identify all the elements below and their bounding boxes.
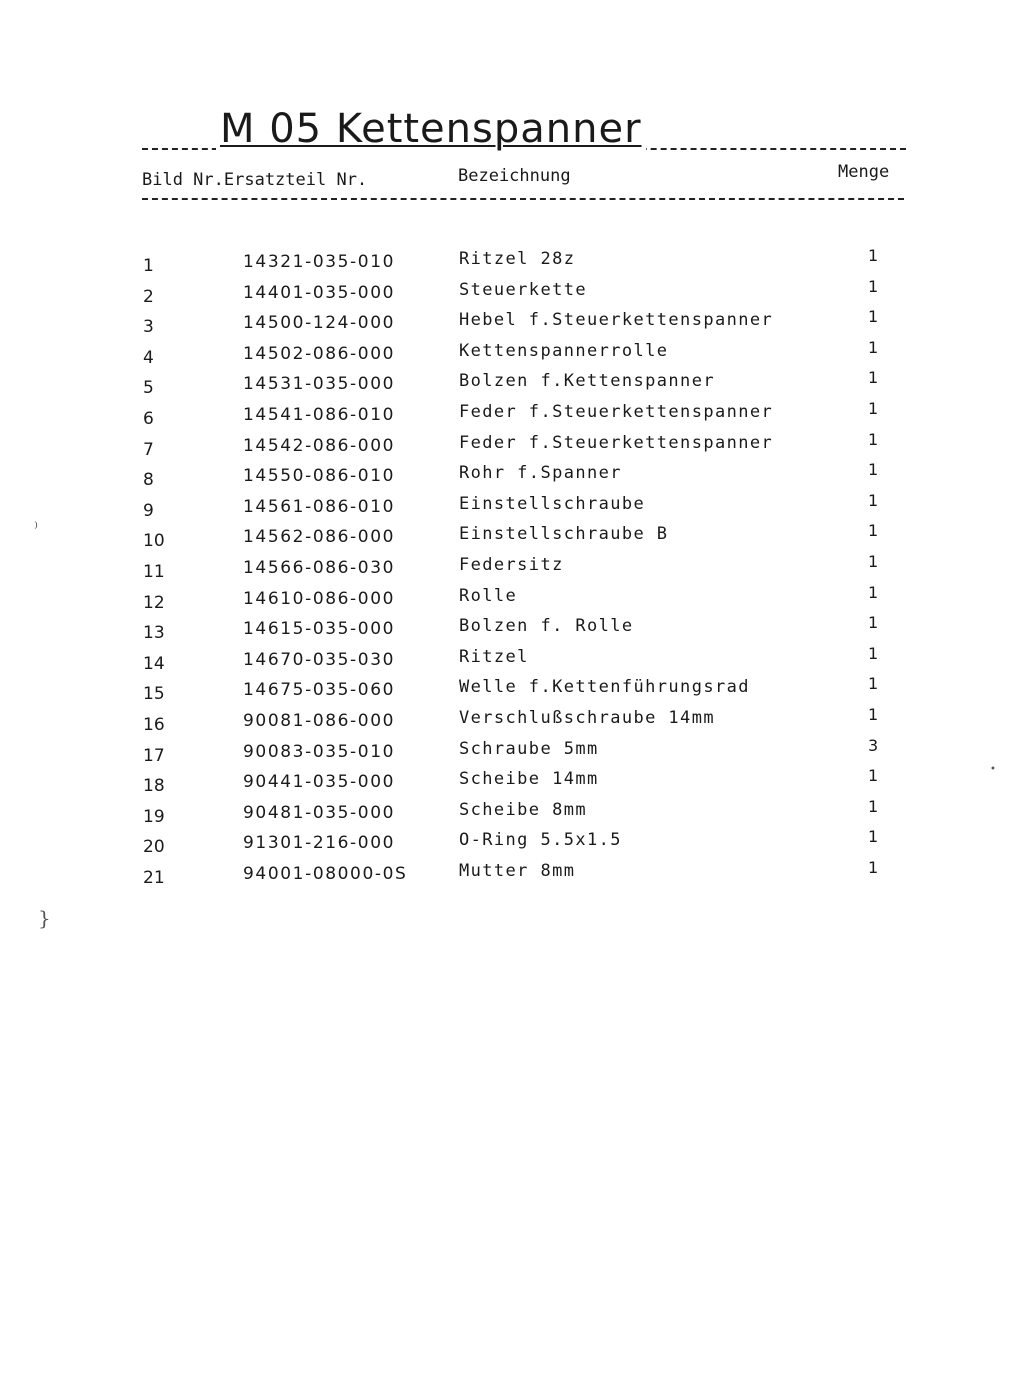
table-row	[0, 766, 1028, 797]
row-bezeichnung: Bolzen f.Kettenspanner	[459, 371, 715, 392]
row-ersatzteil-nr: 14566-086-030	[243, 557, 396, 578]
row-menge: 1	[868, 857, 879, 877]
row-menge: 1	[868, 398, 879, 418]
row-bild-nr: 2	[143, 286, 154, 307]
row-bild-nr: 12	[143, 592, 165, 613]
row-ersatzteil-nr: 14561-086-010	[243, 496, 396, 517]
row-menge: 1	[868, 796, 879, 816]
row-ersatzteil-nr: 14541-086-010	[243, 404, 396, 425]
row-bild-nr: 20	[143, 837, 165, 858]
row-ersatzteil-nr: 14321-035-010	[243, 252, 396, 272]
row-ersatzteil-nr: 14401-035-000	[243, 282, 396, 303]
row-ersatzteil-nr: 94001-08000-0S	[243, 863, 408, 884]
row-ersatzteil-nr: 91301-216-000	[243, 833, 396, 854]
row-bild-nr: 21	[143, 867, 165, 888]
table-row	[0, 797, 1028, 828]
row-bild-nr: 9	[143, 500, 154, 521]
row-menge: 1	[868, 276, 879, 296]
margin-mark: ⁾	[34, 518, 38, 537]
table-row	[0, 246, 1028, 277]
row-ersatzteil-nr: 14610-086-000	[243, 588, 396, 609]
table-row	[0, 705, 1028, 736]
row-bild-nr: 11	[143, 561, 165, 582]
title-row	[142, 104, 906, 160]
row-bezeichnung: O-Ring 5.5x1.5	[459, 830, 622, 851]
row-menge: 1	[868, 582, 879, 602]
row-menge: 1	[868, 521, 879, 541]
row-bild-nr: 8	[143, 470, 154, 491]
row-bild-nr: 3	[143, 317, 154, 338]
row-ersatzteil-nr: 14675-035-060	[243, 680, 396, 701]
row-ersatzteil-nr: 14531-035-000	[243, 374, 396, 395]
row-menge: 3	[868, 735, 879, 755]
header-bild-nr-ersatzteil: Bild Nr.Ersatzteil Nr.	[142, 170, 368, 190]
row-ersatzteil-nr: 14500-124-000	[243, 313, 396, 334]
header-menge: Menge	[838, 162, 890, 182]
table-row	[0, 307, 1028, 338]
row-bezeichnung: Federsitz	[459, 554, 564, 575]
row-bild-nr: 4	[143, 347, 154, 368]
row-ersatzteil-nr: 90083-035-010	[243, 741, 396, 762]
row-bild-nr: 15	[143, 684, 165, 705]
header-bezeichnung: Bezeichnung	[458, 166, 571, 186]
row-bild-nr: 5	[143, 378, 154, 399]
row-ersatzteil-nr: 14562-086-000	[243, 527, 396, 548]
row-bezeichnung: Scheibe 14mm	[459, 769, 599, 790]
row-menge: 1	[868, 704, 879, 724]
row-bild-nr: 7	[143, 439, 154, 460]
page-title: M 05 Kettenspanner	[216, 104, 646, 154]
row-bezeichnung: Schraube 5mm	[459, 738, 599, 759]
row-ersatzteil-nr: 90081-086-000	[243, 710, 396, 731]
row-menge: 1	[868, 766, 879, 786]
table-row	[0, 858, 1028, 889]
row-bezeichnung: Steuerkette	[459, 279, 587, 300]
row-ersatzteil-nr: 14502-086-000	[243, 343, 396, 364]
row-bezeichnung: Ritzel 28z	[459, 249, 576, 269]
table-row	[0, 827, 1028, 858]
row-bezeichnung: Rohr f.Spanner	[459, 463, 622, 484]
table-header	[142, 164, 906, 190]
row-bild-nr: 13	[143, 623, 165, 644]
row-menge: 1	[868, 643, 879, 663]
table-row	[0, 736, 1028, 767]
row-bezeichnung: Rolle	[459, 585, 518, 606]
row-menge: 1	[868, 674, 879, 694]
row-menge: 1	[868, 460, 879, 480]
row-bild-nr: 18	[143, 776, 165, 797]
table-row	[0, 552, 1028, 583]
row-ersatzteil-nr: 14550-086-010	[243, 466, 396, 487]
row-bild-nr: 1	[143, 256, 154, 276]
row-ersatzteil-nr: 14670-035-030	[243, 649, 396, 670]
row-bild-nr: 6	[143, 408, 154, 429]
table-row	[0, 460, 1028, 491]
row-menge: 1	[868, 246, 879, 265]
row-ersatzteil-nr: 90441-035-000	[243, 772, 396, 793]
row-bezeichnung: Hebel f.Steuerkettenspanner	[459, 310, 774, 331]
row-bezeichnung: Feder f.Steuerkettenspanner	[459, 432, 774, 453]
table-row	[0, 491, 1028, 522]
table-row	[0, 430, 1028, 461]
row-bild-nr: 14	[143, 653, 165, 674]
row-bild-nr: 17	[143, 745, 165, 766]
row-ersatzteil-nr: 14615-035-000	[243, 619, 396, 640]
row-bezeichnung: Bolzen f. Rolle	[459, 616, 634, 637]
row-bild-nr: 16	[143, 714, 165, 735]
row-bezeichnung: Welle f.Kettenführungsrad	[459, 677, 750, 698]
table-row	[0, 368, 1028, 399]
row-menge: 1	[868, 368, 879, 388]
row-bezeichnung: Einstellschraube B	[459, 524, 669, 545]
table-row	[0, 338, 1028, 369]
row-bild-nr: 19	[143, 806, 165, 827]
row-bezeichnung: Einstellschraube	[459, 493, 646, 514]
row-menge: 1	[868, 429, 879, 449]
margin-mark: •	[990, 764, 996, 775]
row-bezeichnung: Mutter 8mm	[459, 860, 576, 881]
row-bezeichnung: Kettenspannerrolle	[459, 340, 669, 361]
header-dashed-rule	[142, 198, 904, 200]
row-ersatzteil-nr: 90481-035-000	[243, 802, 396, 823]
table-row	[0, 399, 1028, 430]
table-row	[0, 277, 1028, 308]
table-row	[0, 583, 1028, 614]
row-menge: 1	[868, 307, 879, 327]
parts-list	[0, 246, 1028, 888]
table-row	[0, 644, 1028, 675]
row-menge: 1	[868, 490, 879, 510]
row-bild-nr: 10	[143, 531, 165, 552]
table-row	[0, 521, 1028, 552]
row-bezeichnung: Feder f.Steuerkettenspanner	[459, 401, 774, 422]
row-menge: 1	[868, 827, 879, 847]
row-menge: 1	[868, 613, 879, 633]
table-row	[0, 674, 1028, 705]
table-row	[0, 613, 1028, 644]
row-ersatzteil-nr: 14542-086-000	[243, 435, 396, 456]
margin-mark: }	[38, 906, 51, 930]
row-bezeichnung: Scheibe 8mm	[459, 799, 587, 820]
row-menge: 1	[868, 337, 879, 357]
row-menge: 1	[868, 551, 879, 571]
row-bezeichnung: Ritzel	[459, 646, 529, 667]
row-bezeichnung: Verschlußschraube 14mm	[459, 707, 715, 728]
